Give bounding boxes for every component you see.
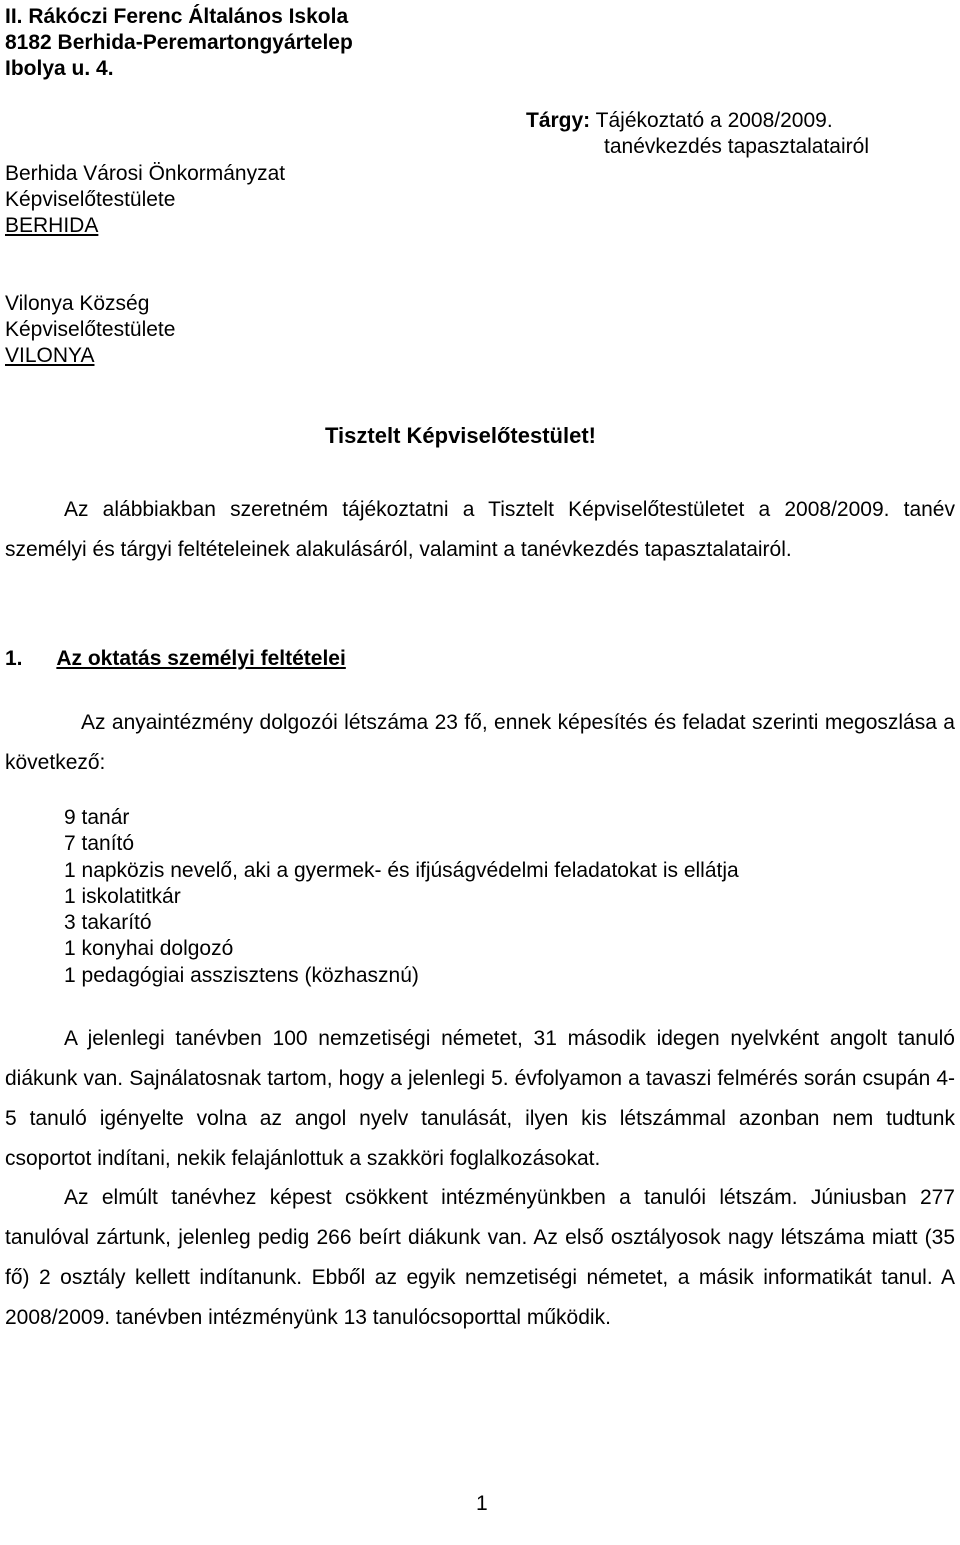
list-item: 1 pedagógiai asszisztens (közhasznú) xyxy=(64,963,419,987)
list-item: 1 iskolatitkár xyxy=(64,884,181,908)
intro-text: Az alábbiakban szeretném tájékoztatni a Tisztelt Képviselőtestületet a 2008/2009. tanév személyi és tárgyi feltételeinek alakulásáról, valamint a tanévkezdés tapasztalatairól. xyxy=(5,498,955,561)
recipient-berhida-city: BERHIDA xyxy=(5,214,99,237)
list-item: 1 konyhai dolgozó xyxy=(64,937,234,961)
intro-paragraph xyxy=(5,490,955,570)
subject-line-1 xyxy=(526,108,833,134)
sender-street-line: Ibolya u. 4. xyxy=(5,57,114,80)
salutation: Tisztelt Képviselőtestület! xyxy=(325,423,596,448)
subject-text: Tájékoztató a 2008/2009. xyxy=(595,109,833,132)
recipient-vilonya-line: Vilonya Község xyxy=(5,292,150,315)
recipient-berhida-line: Képviselőtestülete xyxy=(5,188,176,211)
students-text: Az elmúlt tanévhez képest csökkent intézményünkben a tanulói létszám. Júniusban 277 tanulóval zártunk, jelenleg pedig 266 beírt diákunk van. Az első osztályosok nagy létszáma miatt (35 fő) 2 osztály kellett indítanunk. Ebből az egyik nemzetiségi németet, a másik informatikát tanul. A 2008/2009. tanévben intézményünk 13 tanulócsoporttal működik. xyxy=(5,1186,955,1329)
recipient-vilonya-city: VILONYA xyxy=(5,344,95,367)
section-heading xyxy=(5,645,346,673)
languages-text: A jelenlegi tanévben 100 nemzetiségi németet, 31 második idegen nyelvként angolt tanuló diákunk van. Sajnálatosnak tartom, hogy a jelenlegi 5. évfolyamon a tavaszi felmérés során csupán 4-5 tanuló igényelte volna az angol nyelv tanulását, ilyen kis létszámmal azonban nem tudtunk csoportot indítani, nekik felajánlottuk a szakköri foglalkozásokat. xyxy=(5,1027,955,1170)
section-title: Az oktatás személyi feltételei xyxy=(56,647,346,670)
sender-postal-line: 8182 Berhida-Peremartongyártelep xyxy=(5,31,353,54)
sender-school-name: II. Rákóczi Ferenc Általános Iskola xyxy=(5,5,349,28)
sender-address xyxy=(5,4,353,82)
subject-label: Tárgy: xyxy=(526,109,591,132)
list-item: 1 napközis nevelő, aki a gyermek- és ifjúságvédelmi feladatokat is ellátja xyxy=(64,858,739,882)
list-item: 7 tanító xyxy=(64,832,135,856)
recipient-berhida-line: Berhida Városi Önkormányzat xyxy=(5,162,286,185)
recipient-vilonya-line: Képviselőtestülete xyxy=(5,318,176,341)
staff-intro-paragraph xyxy=(5,703,955,783)
subject-line-2: tanévkezdés tapasztalatairól xyxy=(604,135,869,158)
page-number: 1 xyxy=(476,1492,488,1515)
recipient-berhida xyxy=(5,161,285,239)
staff-intro-text: Az anyaintézmény dolgozói létszáma 23 fő, ennek képesítés és feladat szerinti megoszlása a következő: xyxy=(5,711,955,774)
list-item: 9 tanár xyxy=(64,806,130,829)
languages-paragraph xyxy=(5,1019,955,1179)
students-paragraph xyxy=(5,1178,955,1338)
recipient-vilonya xyxy=(5,291,175,369)
list-item: 3 takarító xyxy=(64,911,152,935)
staff-list xyxy=(64,805,739,989)
section-number: 1. xyxy=(5,647,23,670)
